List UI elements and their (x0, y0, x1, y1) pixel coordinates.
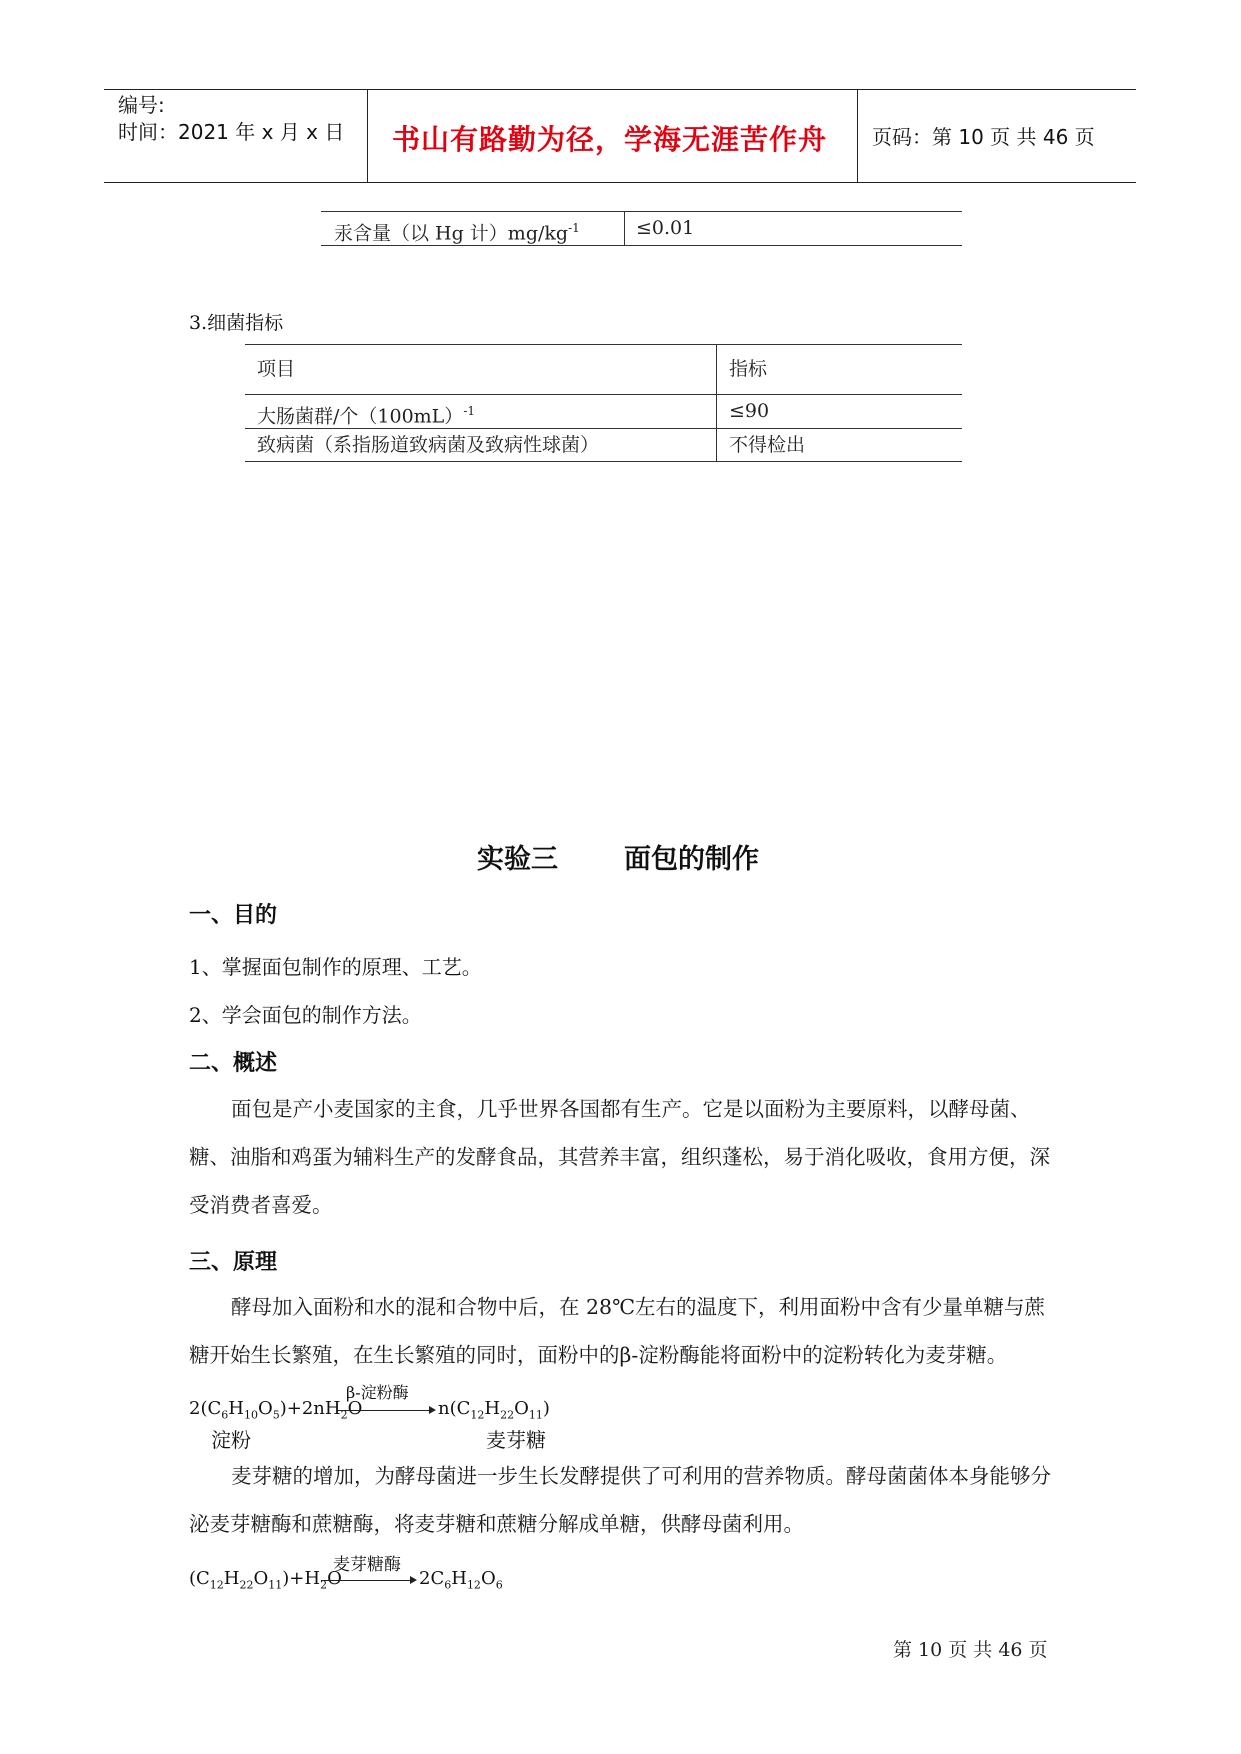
equation-1-left: $2(C_6H_{10}O_5)+2nH_2O$ (189, 1398, 363, 1422)
header-divider-left (367, 89, 368, 182)
equation-1-arrow-line (336, 1410, 430, 1411)
bacteria-row-item-sup: -1 (463, 404, 476, 418)
bacteria-row-item (257, 399, 475, 428)
principle-paragraph-1: 酵母加入面粉和水的混和合物中后，在 28℃左右的温度下，利用面粉中含有少量单糖与蔗糖开始生长繁殖，在生长繁殖的同时，面粉中的β-淀粉酶能将面粉中的淀粉转化为麦芽糖。 (189, 1295, 1046, 1367)
equation-1-label-starch: 淀粉 (211, 1428, 251, 1452)
footer-page-number: 第 10 页 共 46 页 (893, 1639, 1048, 1661)
top-table-divider (624, 211, 625, 245)
header-bottom-rule (104, 182, 1136, 183)
equation-2-arrow-head (410, 1576, 417, 1584)
equation-2-left: $(C_{12}H_{22}O_{11})+H_2O$ (189, 1568, 342, 1592)
bacteria-header-value: 指标 (729, 358, 768, 380)
header-motto: 书山有路勤为径，学海无涯苦作舟 (392, 123, 828, 156)
top-table-item-text: 汞含量（以 Hg 计）mg/kg (334, 222, 569, 245)
top-table-value: ≤0.01 (636, 217, 695, 239)
bacteria-table-rule (245, 461, 962, 462)
bacteria-table-divider (716, 344, 717, 461)
bacteria-header-item: 项目 (257, 358, 296, 380)
bacteria-row-item-text: 大肠菌群/个（100mL） (257, 405, 464, 428)
header-top-rule (104, 89, 1136, 90)
bacteria-table-rule (245, 344, 962, 345)
equation-1-right: $n(C_{12}H_{22}O_{11})$ (438, 1398, 550, 1422)
section-title-bacteria: 3.细菌指标 (189, 312, 284, 334)
top-table-item-sup: -1 (568, 221, 580, 235)
equation-1-arrow-head (429, 1406, 436, 1414)
equation-2-arrow-line (321, 1580, 411, 1581)
section-heading-principle: 三、原理 (189, 1250, 278, 1275)
overview-paragraph: 面包是产小麦国家的主食，几乎世界各国都有生产。它是以面粉为主要原料，以酵母菌、糖、油脂和鸡蛋为辅料生产的发酵食品，其营养丰富，组织蓬松，易于消化吸收，食用方便，深受消费者喜爱。 (189, 1097, 1050, 1217)
purpose-item: 2、学会面包的制作方法。 (189, 1003, 422, 1027)
equation-2-right: $2C_6H_{12}O_6$ (419, 1568, 503, 1592)
principle-paragraph-2: 麦芽糖的增加，为酵母菌进一步生长发酵提供了可利用的营养物质。酵母菌菌体本身能够分泌麦芽糖酶和蔗糖酶，将麦芽糖和蔗糖分解成单糖，供酵母菌利用。 (189, 1464, 1051, 1536)
bacteria-row-value: 不得检出 (729, 434, 806, 456)
equation-1-enzyme: β-淀粉酶 (346, 1383, 409, 1402)
bacteria-row-item: 致病菌（系指肠道致病菌及致病性球菌） (257, 434, 600, 456)
section-heading-purpose: 一、目的 (189, 903, 278, 928)
purpose-item: 1、掌握面包制作的原理、工艺。 (189, 955, 482, 979)
bacteria-table-rule (245, 394, 962, 395)
header-serial: 编号: (118, 93, 165, 117)
header-time: 时间：2021 年 x 月 x 日 (118, 120, 345, 144)
experiment-title-name: 面包的制作 (624, 844, 759, 875)
equation-1-label-maltose: 麦芽糖 (486, 1428, 546, 1452)
experiment-title-number: 实验三 (477, 844, 558, 875)
bacteria-row-value: ≤90 (729, 400, 770, 422)
section-heading-overview: 二、概述 (189, 1051, 278, 1076)
top-table-rule (321, 211, 962, 212)
equation-2-enzyme: 麦芽糖酶 (333, 1555, 401, 1575)
header-divider-right (857, 89, 858, 182)
top-table-item (334, 216, 580, 245)
header-page-number: 页码：第 10 页 共 46 页 (872, 125, 1095, 149)
